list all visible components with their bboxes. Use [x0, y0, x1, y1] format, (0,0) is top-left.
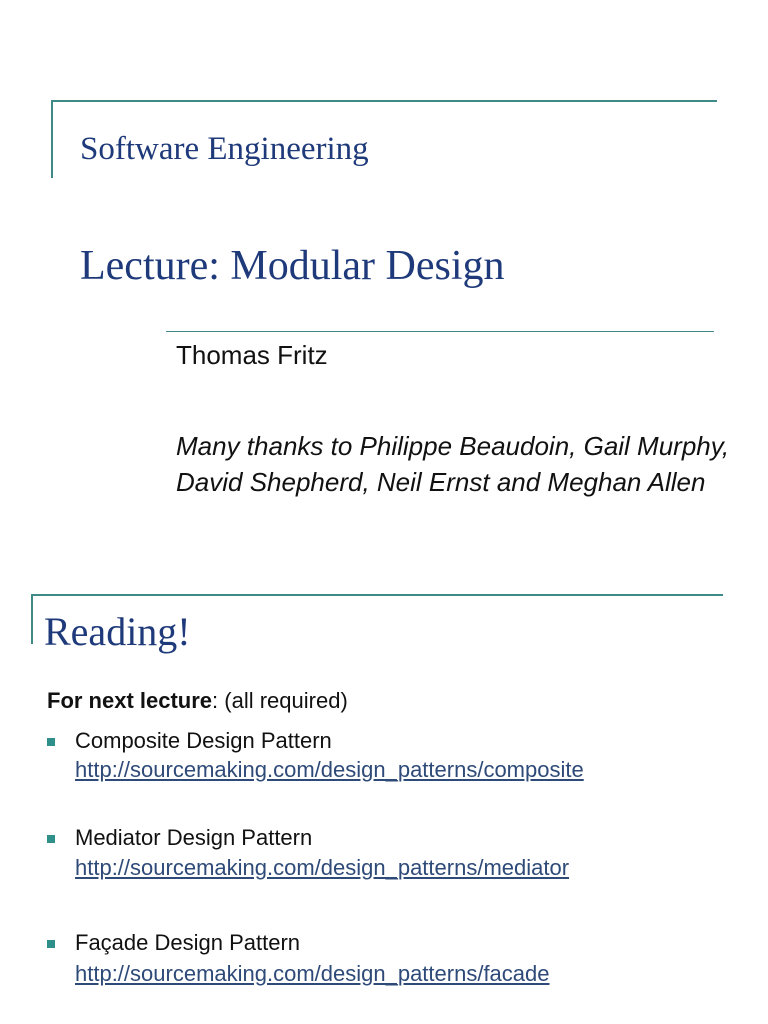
lecture-title: Lecture: Modular Design: [80, 243, 505, 289]
next-lecture-note: : (all required): [212, 688, 348, 713]
slide1-left-rule: [51, 100, 53, 178]
square-bullet-icon: [47, 940, 55, 948]
reading-item-title: Façade Design Pattern: [75, 930, 301, 955]
square-bullet-icon: [47, 738, 55, 746]
slide2-top-rule: [31, 594, 723, 596]
reading-item-link[interactable]: http://sourcemaking.com/design_patterns/mediator: [75, 855, 570, 880]
reading-item-title: Mediator Design Pattern: [75, 825, 313, 850]
slide1-top-rule: [51, 100, 717, 102]
slide2-left-rule: [31, 594, 33, 644]
square-bullet-icon: [47, 835, 55, 843]
reading-item-title: Composite Design Pattern: [75, 728, 332, 753]
acknowledgements: Many thanks to Philippe Beaudoin, Gail Murphy, David Shepherd, Neil Ernst and Meghan Allen: [176, 431, 730, 497]
reading-item-link[interactable]: http://sourcemaking.com/design_patterns/composite: [75, 757, 584, 782]
author-name: Thomas Fritz: [176, 340, 328, 370]
next-lecture-label: For next lecture: [47, 688, 213, 713]
reading-item-link[interactable]: http://sourcemaking.com/design_patterns/facade: [75, 961, 550, 986]
reading-title: Reading!: [44, 609, 191, 654]
course-title: Software Engineering: [80, 131, 369, 167]
next-lecture-line: [47, 688, 348, 714]
subtitle-rule: [166, 331, 714, 332]
